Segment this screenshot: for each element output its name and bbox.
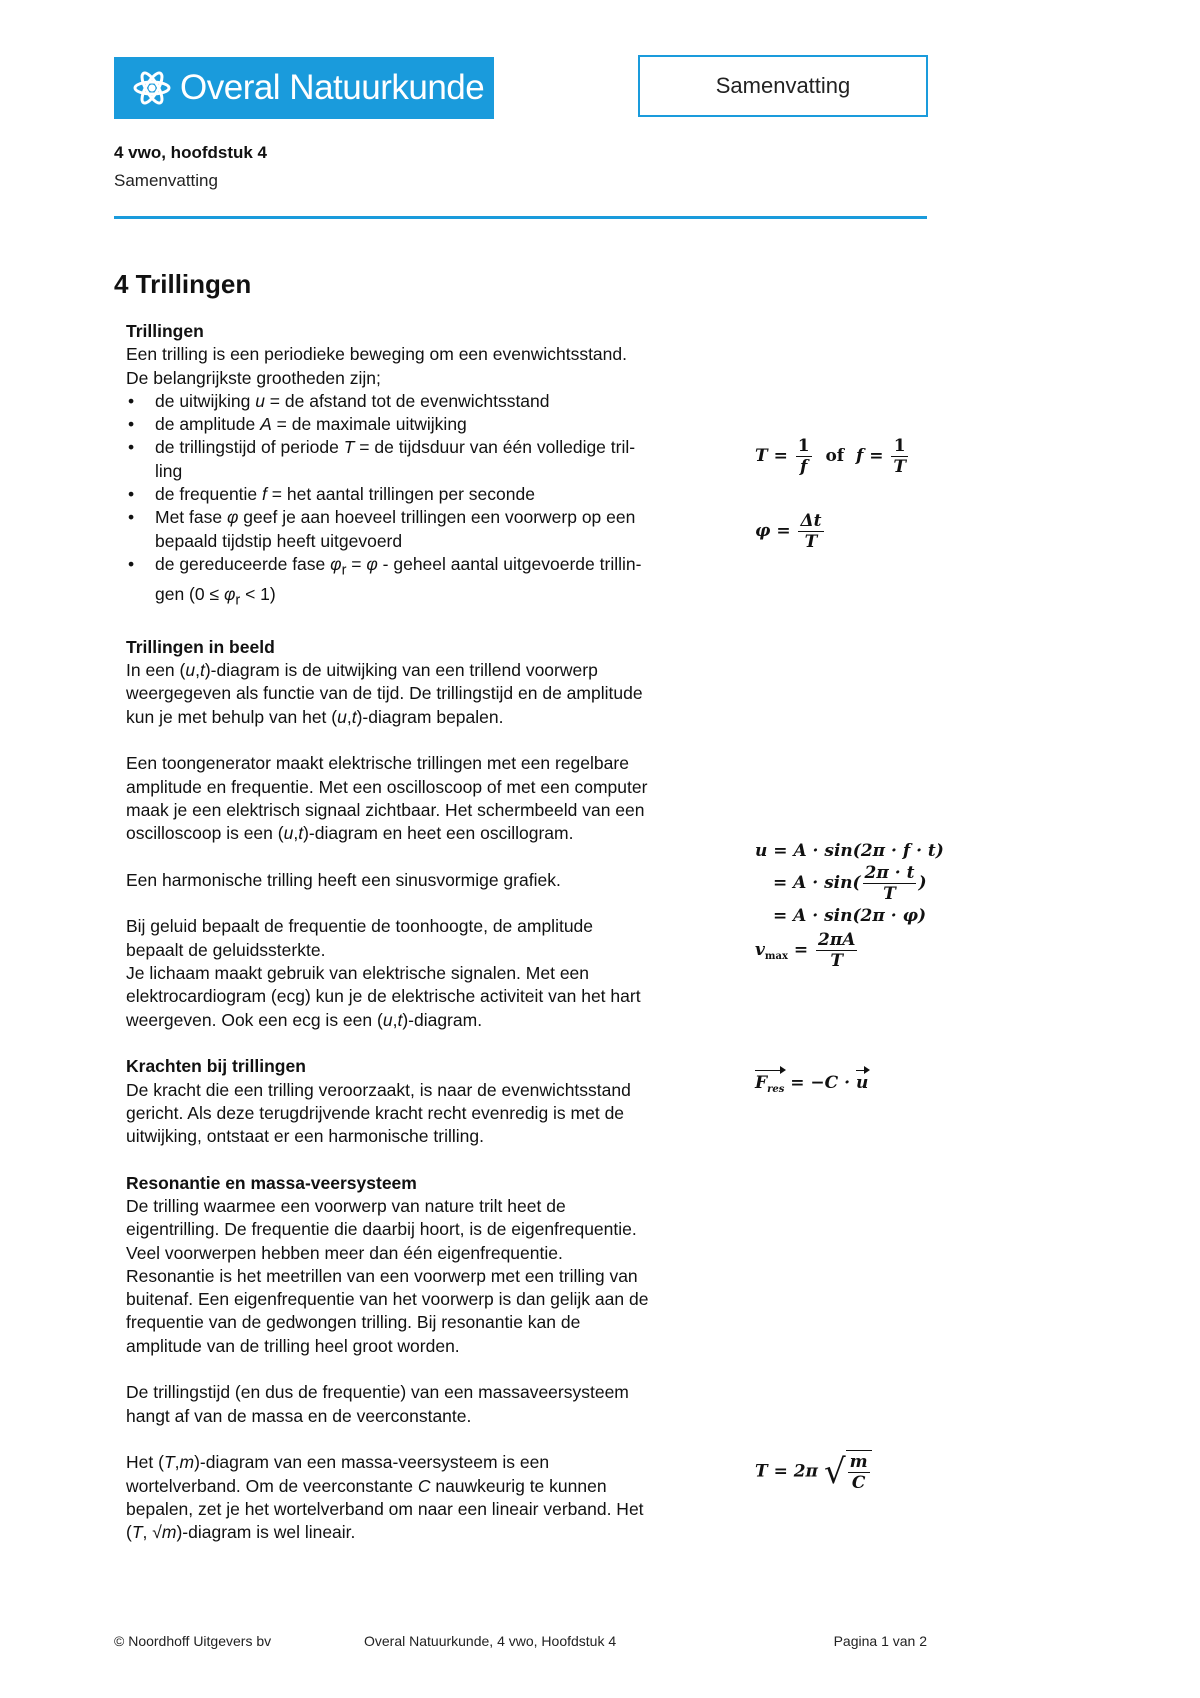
footer-copyright: © Noordhoff Uitgevers bv	[114, 1633, 272, 1649]
paragraph: Een toongenerator maakt elektrische trillingen met een regelbare amplitude en frequentie. Met een oscilloscoop of met een computer maak je een elektrisch signaal zichtbaar. Het schermbeeld van een oscilloscoop is een (u,t)-diagram en heet een oscillogram.	[126, 753, 648, 844]
quantity-list	[126, 390, 746, 613]
formula-harmonic: u = A · sin(2π · f · t) = A · sin( $\frac{2\pi \cdot t}{T}$ ) = A · sin(2π · φ)	[755, 841, 944, 926]
list-item: • de trillingstijd of periode T = de tijdsduur van één volledige tril- ling	[126, 436, 746, 483]
brand-logo	[114, 57, 494, 119]
doc-type-label: Samenvatting	[638, 55, 928, 117]
formula-period-frequency: T = $\frac{1}{f}$ of f = $\frac{1}{T}$	[755, 436, 907, 477]
formula-mass-spring-period: T = 2π √ $\frac{m}{C}$	[755, 1450, 872, 1494]
section-heading-in-beeld: Trillingen in beeld	[126, 636, 275, 657]
section-heading-trillingen: Trillingen	[126, 321, 204, 341]
atom-icon	[132, 68, 172, 108]
list-item: • de frequentie f = het aantal trillingen per seconde	[126, 483, 746, 506]
footer-title: Overal Natuurkunde, 4 vwo, Hoofdstuk 4	[364, 1633, 617, 1649]
formula-phase: φ = $\frac{\Delta t}{T}$	[755, 511, 822, 552]
paragraph: In een (u,t)-diagram is de uitwijking van een trillend voorwerp weergegeven als functie van de tijd. De trillingstijd en de amplitude kun je met behulp van het (u,t)-diagram bepalen.	[126, 660, 643, 727]
paragraph: Het (T,m)-diagram van een massa-veersysteem is een wortelverband. Om de veerconstante C nauwkeurig te kunnen bepalen, zet je het wortelverband om naar een lineair verband. Het (T, √m)-diagram is wel lineair.	[126, 1452, 644, 1543]
paragraph: Bij geluid bepaalt de frequentie de toonhoogte, de amplitude bepaalt de geluidssterkte. Je lichaam maakt gebruik van elektrische signalen. Met een elektrocardiogram (ecg) kun je de elektrische activiteit van het hart weergeven. Ook een ecg is een (u,t)-diagram.	[126, 916, 641, 1030]
list-item: • de amplitude A = de maximale uitwijking	[126, 413, 746, 436]
list-item: • Met fase φ geef je aan hoeveel trillingen een voorwerp op een bepaald tijdstip heeft uitgevoerd	[126, 506, 746, 553]
page-number: Pagina 1 van 2	[833, 1633, 927, 1649]
class-line: 4 vwo, hoofdstuk 4	[114, 143, 268, 162]
list-item: • de uitwijking u = de afstand tot de evenwichtsstand	[126, 390, 746, 413]
summary-body	[126, 320, 746, 1544]
paragraph: De kracht die een trilling veroorzaakt, is naar de evenwichtsstand gericht. Als deze terugdrijvende kracht recht evenredig is met de uitwijking, ontstaat er een harmonische trilling.	[126, 1079, 631, 1147]
page-subtitle: Samenvatting	[114, 171, 218, 190]
section-heading-resonantie: Resonantie en massa-veersysteem	[126, 1172, 417, 1193]
chapter-title: 4 Trillingen	[114, 269, 252, 299]
paragraph: De trillingstijd (en dus de frequentie) van een massaveersysteem hangt af van de massa en de veerconstante.	[126, 1382, 629, 1426]
paragraph: Een harmonische trilling heeft een sinusvormige grafiek.	[126, 869, 561, 890]
formula-restoring-force: $F_{res} = -C \cdot u$	[755, 1073, 869, 1095]
formula-vmax: $v_{max}$ = $\frac{2\pi A}{T}$	[755, 930, 856, 971]
header-divider	[114, 216, 927, 219]
list-item: • de gereduceerde fase $\varphi_r = \varphi$ - geheel aantal uitgevoerde trillin- gen $(0 \le \varphi_r < 1)$	[126, 553, 746, 613]
paragraph: Een trilling is een periodieke beweging om een evenwichtsstand. De belangrijkste grootheden zijn;	[126, 344, 627, 388]
logo-text: Overal Natuurkunde	[180, 68, 485, 107]
paragraph: De trilling waarmee een voorwerp van nature trilt heet de eigentrilling. De frequentie die daarbij hoort, is de eigenfrequentie. Veel voorwerpen hebben meer dan één eigenfrequentie. Resonantie is het meetrillen van een voorwerp met een trilling van buitenaf. Een eigenfrequentie van het voorwerp is dan gelijk aan de frequentie van de gedwongen trilling. Bij resonantie kan de amplitude van de trilling heel groot worden.	[126, 1195, 649, 1356]
section-heading-krachten: Krachten bij trillingen	[126, 1056, 306, 1077]
